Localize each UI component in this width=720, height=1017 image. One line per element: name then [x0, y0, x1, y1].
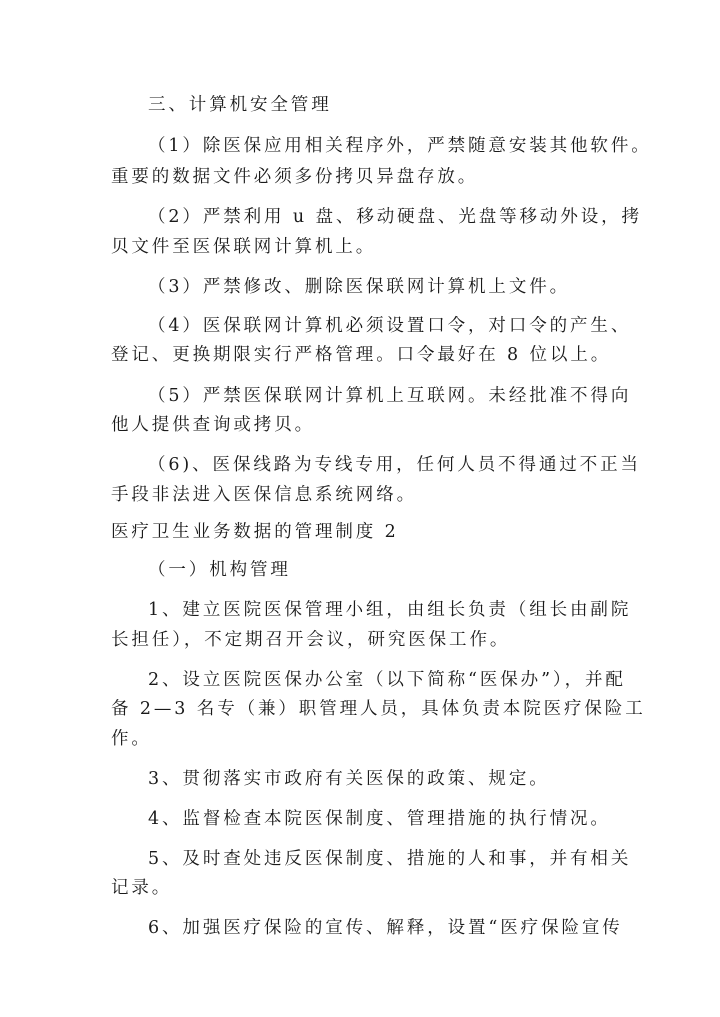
paragraph-line: （4）医保联网计算机必须设置口令，对口令的产生、 [148, 316, 632, 336]
paragraph-line: 登记、更换期限实行严格管理。口令最好在 8 位以上。 [111, 345, 612, 365]
paragraph-line: 手段非法进入医保信息系统网络。 [111, 485, 417, 505]
paragraph-line: （3）严禁修改、删除医保联网计算机上文件。 [148, 277, 571, 297]
paragraph-line: 他人提供查询或拷贝。 [111, 415, 315, 435]
paragraph-line: 6、加强医疗保险的宣传、解释，设置“医疗保险宣传 [148, 918, 623, 938]
document-title: 医疗卫生业务数据的管理制度 2 [111, 522, 399, 542]
paragraph-line: 长担任），不定期召开会议，研究医保工作。 [111, 630, 511, 650]
paragraph-line: 2、设立医院医保办公室（以下简称“医保办”），并配 [148, 670, 626, 690]
paragraph-line: 贝文件至医保联网计算机上。 [111, 237, 377, 257]
paragraph-line: （1）除医保应用相关程序外，严禁随意安装其他软件。 [148, 136, 652, 156]
subsection-heading: （一）机构管理 [148, 560, 291, 580]
section-heading: 三、计算机安全管理 [148, 95, 332, 115]
paragraph-line: 记录。 [111, 878, 173, 898]
paragraph-line: （6)、医保线路为专线专用，任何人员不得通过不正当 [148, 455, 641, 475]
paragraph-line: 3、贯彻落实市政府有关医保的政策、规定。 [148, 769, 550, 789]
paragraph-line: （2）严禁利用 u 盘、移动硬盘、光盘等移动外设，拷 [148, 207, 642, 227]
paragraph-line: 1、建立医院医保管理小组，由组长负责（组长由副院 [148, 600, 632, 620]
paragraph-line: 5、及时查处违反医保制度、措施的人和事，并有相关 [148, 849, 632, 869]
paragraph-line: 作。 [111, 729, 152, 749]
paragraph-line: 重要的数据文件必须多份拷贝异盘存放。 [111, 167, 479, 187]
paragraph-line: 备 2—3 名专（兼）职管理人员，具体负责本院医疗保险工 [111, 699, 646, 719]
paragraph-line: （5）严禁医保联网计算机上互联网。未经批准不得向 [148, 386, 632, 406]
paragraph-line: 4、监督检查本院医保制度、管理措施的执行情况。 [148, 809, 611, 829]
